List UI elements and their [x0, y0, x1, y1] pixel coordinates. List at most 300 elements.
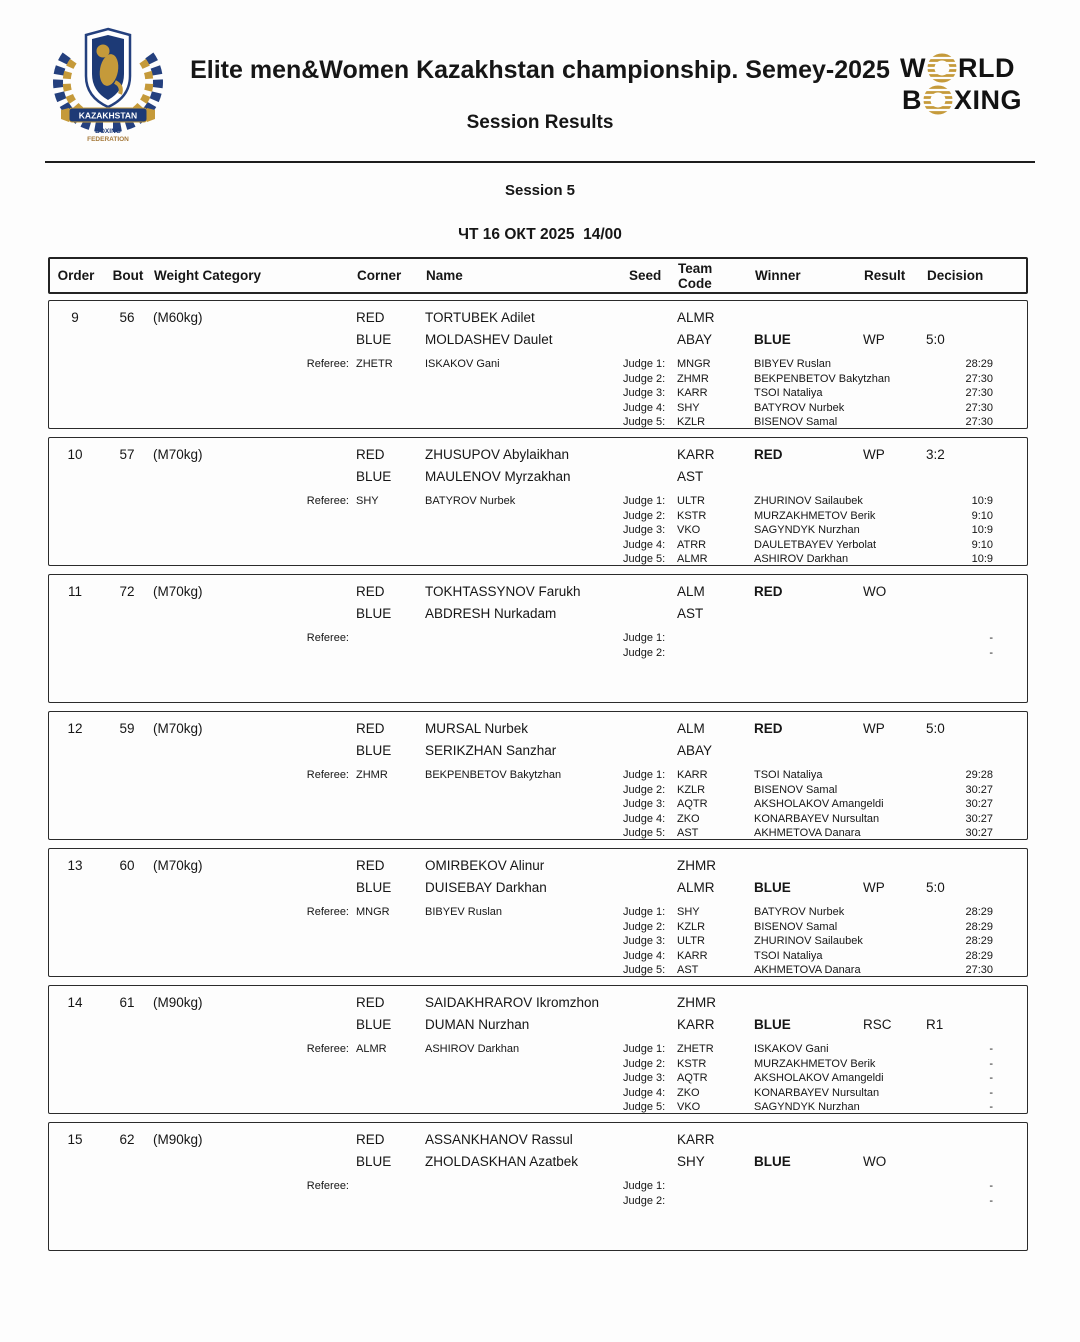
order-value: 12 — [67, 721, 83, 736]
judge-code: SHY — [677, 401, 700, 414]
judge-score: - — [989, 1180, 993, 1192]
judge-score: - — [989, 1072, 993, 1084]
judge-score: 9:10 — [971, 509, 993, 522]
bout-card — [48, 848, 1028, 977]
judge-code — [677, 1179, 754, 1194]
judge-label: Judge 1: — [623, 358, 666, 370]
bout-card — [48, 711, 1028, 840]
judge-name: SAGYNDYK Nurzhan — [754, 524, 860, 536]
boxer-name-red: ASSANKHANOV Rassul — [425, 1132, 573, 1147]
corner-label-blue: BLUE — [356, 880, 392, 895]
bout-card — [48, 985, 1028, 1114]
blue-corner-row — [49, 466, 1027, 488]
judge-label: Judge 1: — [623, 1043, 666, 1055]
winner-value: RED — [754, 584, 783, 599]
judge-code: ZHMR — [677, 372, 709, 385]
referee-judge-row — [49, 494, 1027, 509]
judge-label: Judge 3: — [623, 1072, 666, 1084]
judge-row — [49, 963, 1027, 978]
boxer-name-blue: ABDRESH Nurkadam — [425, 606, 557, 621]
referee-code: ZHMR — [356, 769, 388, 781]
judge-code — [677, 631, 754, 646]
winner-value: BLUE — [754, 332, 791, 347]
judge-code — [677, 646, 754, 661]
team-code-red: KARR — [677, 447, 715, 462]
corner-label-blue: BLUE — [356, 606, 392, 621]
weight-category: (M90kg) — [153, 995, 203, 1010]
judge-code: KSTR — [677, 1057, 707, 1070]
referee-judge-row — [49, 1179, 1027, 1194]
referee-label: Referee: — [306, 1180, 349, 1192]
result-value: WO — [863, 1154, 887, 1169]
bout-number: 56 — [119, 310, 135, 325]
weight-category: (M90kg) — [153, 1132, 203, 1147]
corner-label-red: RED — [356, 447, 385, 462]
judge-label: Judge 4: — [623, 401, 666, 414]
judge-name: ZHURINOV Sailaubek — [754, 495, 863, 507]
team-code-blue: KARR — [677, 1017, 715, 1032]
judge-label: Judge 4: — [623, 949, 666, 962]
boxer-name-blue: MAULENOV Myrzakhan — [425, 469, 571, 484]
corner-label-red: RED — [356, 995, 385, 1010]
judge-name: AKSHOLAKOV Amangeldi — [754, 1072, 884, 1084]
judge-name: TSOI Nataliya — [754, 949, 823, 962]
world-boxing-line2 — [902, 84, 1022, 116]
boxer-name-red: OMIRBEKOV Alinur — [425, 858, 545, 873]
corner-label-blue: BLUE — [356, 469, 392, 484]
judge-row — [49, 386, 1027, 401]
judge-code: KARR — [677, 949, 708, 962]
judge-row — [49, 538, 1027, 553]
judge-label: Judge 3: — [623, 524, 666, 536]
bout-number: 59 — [119, 721, 135, 736]
judge-label: Judge 4: — [623, 538, 666, 551]
judge-row — [49, 812, 1027, 827]
judge-code: SHY — [677, 906, 700, 918]
referee-judge-row — [49, 1042, 1027, 1057]
table-header-row — [48, 257, 1028, 294]
result-value: WO — [863, 584, 887, 599]
corner-label-red: RED — [356, 721, 385, 736]
col-name: Name — [426, 268, 463, 283]
wb-letters-xing: XING — [953, 85, 1022, 115]
corner-label-red: RED — [356, 1132, 385, 1147]
wb-letter-b: B — [901, 85, 922, 115]
judge-score: 28:29 — [965, 920, 993, 933]
result-value: WP — [863, 880, 885, 895]
judge-score: 27:30 — [965, 387, 993, 399]
bout-number: 62 — [119, 1132, 135, 1147]
judge-row — [49, 1086, 1027, 1101]
judge-row — [49, 949, 1027, 964]
boxer-name-blue: DUMAN Nurzhan — [425, 1017, 530, 1032]
judge-code: KARR — [677, 387, 708, 399]
bout-number: 60 — [119, 858, 135, 873]
kbf-logo-graphic — [52, 24, 164, 152]
referee-code: SHY — [356, 495, 379, 507]
session-datetime: ЧТ 16 ОКТ 2025 14/00 — [458, 226, 622, 243]
winner-value: BLUE — [754, 1154, 791, 1169]
results-table — [48, 257, 1028, 1259]
order-value: 13 — [67, 858, 83, 873]
bout-number: 57 — [119, 447, 135, 462]
judge-row — [49, 1057, 1027, 1072]
col-bout: Bout — [112, 268, 144, 283]
kbf-federation-text: FEDERATION — [87, 136, 129, 143]
referee-name: ASHIROV Darkhan — [425, 1043, 520, 1055]
boxer-name-red: TORTUBEK Adilet — [425, 310, 535, 325]
team-code-red: KARR — [677, 1132, 715, 1147]
blue-corner-row — [49, 603, 1027, 625]
judge-row — [49, 523, 1027, 538]
judge-score: - — [989, 1194, 993, 1207]
judge-code: ULTR — [677, 935, 705, 947]
report-subtitle: Session Results — [466, 112, 614, 133]
judge-name: ZHURINOV Sailaubek — [754, 935, 863, 947]
boxer-name-red: ZHUSUPOV Abylaikhan — [425, 447, 570, 462]
judge-label: Judge 5: — [623, 964, 666, 976]
judge-name: DAULETBAYEV Yerbolat — [754, 538, 877, 551]
boxer-name-red: SAIDAKHRAROV Ikromzhon — [425, 995, 600, 1010]
team-code-blue: ABAY — [677, 332, 713, 347]
judge-name — [754, 646, 926, 661]
judge-row — [49, 826, 1027, 841]
judge-name: KONARBAYEV Nursultan — [754, 812, 880, 825]
decision-value — [926, 1151, 993, 1173]
judge-code: VKO — [677, 1101, 701, 1113]
order-value: 10 — [67, 447, 83, 462]
winner-value: BLUE — [754, 880, 791, 895]
red-corner-row — [49, 718, 1027, 740]
judge-label: Judge 1: — [623, 769, 666, 781]
result-value: WP — [863, 332, 885, 347]
decision-value: 5:0 — [926, 721, 945, 736]
team-code-red: ALM — [677, 584, 705, 599]
red-corner-row — [49, 307, 1027, 329]
referee-name: BEKPENBETOV Bakytzhan — [425, 769, 562, 781]
judge-name: BEKPENBETOV Bakytzhan — [754, 372, 891, 385]
red-corner-row — [49, 1129, 1027, 1151]
judge-code: KSTR — [677, 509, 707, 522]
judge-label: Judge 2: — [623, 783, 666, 796]
judge-name: AKHMETOVA Danara — [754, 827, 861, 839]
corner-label-red: RED — [356, 584, 385, 599]
team-code-red: ZHMR — [677, 858, 716, 873]
bout-card — [48, 300, 1028, 429]
judge-code: KZLR — [677, 783, 706, 796]
corner-label-red: RED — [356, 310, 385, 325]
judge-name: TSOI Nataliya — [754, 769, 823, 781]
result-value: RSC — [863, 1017, 892, 1032]
order-value: 9 — [71, 310, 79, 325]
judge-row — [49, 1194, 1027, 1209]
referee-judge-row — [49, 357, 1027, 372]
kbf-boxing-text: BOXING — [95, 128, 121, 135]
judge-score: 27:30 — [965, 964, 993, 976]
team-code-red: ZHMR — [677, 995, 716, 1010]
judge-name: AKSHOLAKOV Amangeldi — [754, 798, 884, 810]
team-code-red: ALMR — [677, 310, 715, 325]
col-weight-category: Weight Category — [154, 268, 262, 283]
col-team-code: Team Code — [678, 260, 713, 291]
judge-name: ASHIROV Darkhan — [754, 553, 849, 565]
referee-code — [356, 631, 425, 646]
referee-judge-row — [49, 631, 1027, 646]
winner-value: RED — [754, 721, 783, 736]
judge-label: Judge 3: — [623, 798, 666, 810]
decision-value: R1 — [926, 1017, 944, 1032]
winner-value: RED — [754, 447, 783, 462]
judge-row — [49, 646, 1027, 661]
judge-row — [49, 1071, 1027, 1086]
col-decision: Decision — [927, 268, 984, 283]
judge-code: KARR — [677, 769, 708, 781]
referee-name: BIBYEV Ruslan — [425, 906, 503, 918]
judge-code: ATRR — [677, 538, 707, 551]
referee-label: Referee: — [306, 1043, 349, 1055]
judge-code: KZLR — [677, 920, 706, 933]
judge-code: KZLR — [677, 416, 706, 428]
blue-corner-row — [49, 1014, 1027, 1036]
blue-corner-row — [49, 329, 1027, 351]
judge-name — [754, 631, 926, 646]
judge-name: BISENOV Samal — [754, 783, 838, 796]
referee-judge-row — [49, 905, 1027, 920]
weight-category: (M70kg) — [153, 858, 203, 873]
judge-code: VKO — [677, 524, 701, 536]
judge-score: - — [989, 646, 993, 659]
judge-row — [49, 1100, 1027, 1115]
col-result: Result — [864, 268, 906, 283]
judge-code: AQTR — [677, 1072, 708, 1084]
judge-code: AST — [677, 827, 699, 839]
judge-name: BATYROV Nurbek — [754, 906, 845, 918]
boxer-name-blue: MOLDASHEV Daulet — [425, 332, 553, 347]
judge-score: - — [989, 1057, 993, 1070]
blue-corner-row — [49, 877, 1027, 899]
referee-label: Referee: — [306, 632, 349, 644]
result-value: WP — [863, 721, 885, 736]
boxer-name-blue: ZHOLDASKHAN Azatbek — [425, 1154, 579, 1169]
referee-name — [425, 1179, 623, 1194]
judge-name: SAGYNDYK Nurzhan — [754, 1101, 860, 1113]
red-corner-row — [49, 992, 1027, 1014]
judge-score: 30:27 — [965, 812, 993, 825]
judge-row — [49, 509, 1027, 524]
referee-label: Referee: — [306, 358, 349, 370]
team-code-blue: ABAY — [677, 743, 713, 758]
judge-score: 10:9 — [971, 553, 993, 565]
judge-label: Judge 2: — [623, 920, 666, 933]
weight-category: (M70kg) — [153, 447, 203, 462]
corner-label-blue: BLUE — [356, 1154, 392, 1169]
order-value: 11 — [67, 584, 82, 599]
boxer-name-blue: DUISEBAY Darkhan — [425, 880, 547, 895]
judge-score: 10:9 — [971, 524, 993, 536]
red-corner-row — [49, 444, 1027, 466]
referee-code — [356, 1179, 425, 1194]
judge-row — [49, 552, 1027, 567]
bout-card — [48, 437, 1028, 566]
referee-code: ALMR — [356, 1043, 387, 1055]
decision-value — [926, 581, 993, 603]
red-corner-row — [49, 581, 1027, 603]
team-code-blue: ALMR — [677, 880, 715, 895]
judge-name: KONARBAYEV Nursultan — [754, 1086, 880, 1099]
gold-ring-icon — [923, 84, 953, 116]
judge-code: ZKO — [677, 812, 700, 825]
referee-label: Referee: — [306, 495, 349, 507]
judge-label: Judge 2: — [623, 1194, 666, 1207]
page-title: Elite men&Women Kazakhstan championship. Semey-2025 — [190, 56, 890, 84]
col-order: Order — [57, 268, 95, 283]
judge-code: MNGR — [677, 358, 711, 370]
judge-label: Judge 2: — [623, 1057, 666, 1070]
judge-name — [754, 1194, 926, 1209]
judge-label: Judge 2: — [623, 509, 666, 522]
judge-code: ZKO — [677, 1086, 700, 1099]
order-value: 15 — [67, 1132, 83, 1147]
judge-score: 27:30 — [965, 372, 993, 385]
referee-label: Referee: — [306, 906, 349, 918]
judge-code: AQTR — [677, 798, 708, 810]
judge-row — [49, 920, 1027, 935]
judge-score: 28:29 — [965, 935, 993, 947]
judge-score: 10:9 — [971, 495, 993, 507]
judge-score: 30:27 — [965, 827, 993, 839]
judge-score: 30:27 — [965, 783, 993, 796]
team-code-blue: AST — [677, 469, 704, 484]
judge-name: BATYROV Nurbek — [754, 401, 845, 414]
winner-value: BLUE — [754, 1017, 791, 1032]
judge-score: 28:29 — [965, 949, 993, 962]
referee-name: BATYROV Nurbek — [425, 495, 516, 507]
corner-label-blue: BLUE — [356, 743, 392, 758]
referee-name — [425, 631, 623, 646]
judge-row — [49, 401, 1027, 416]
col-winner: Winner — [755, 268, 801, 283]
judge-label: Judge 3: — [623, 935, 666, 947]
bout-card — [48, 1122, 1028, 1251]
judge-name: BIBYEV Ruslan — [754, 358, 832, 370]
col-corner: Corner — [357, 268, 402, 283]
weight-category: (M70kg) — [153, 584, 203, 599]
decision-value: 3:2 — [926, 447, 945, 462]
col-seed: Seed — [629, 268, 662, 283]
judge-name: BISENOV Samal — [754, 416, 838, 428]
judge-code: ZHETR — [677, 1043, 714, 1055]
judge-code — [677, 1194, 754, 1209]
team-code-red: ALM — [677, 721, 705, 736]
decision-value: 5:0 — [926, 880, 945, 895]
judge-label: Judge 5: — [623, 553, 666, 565]
judge-label: Judge 3: — [623, 387, 666, 399]
judge-row — [49, 783, 1027, 798]
judge-score: 28:29 — [965, 906, 993, 918]
judge-label: Judge 5: — [623, 416, 666, 428]
judge-name: AKHMETOVA Danara — [754, 964, 861, 976]
blue-corner-row — [49, 1151, 1027, 1173]
session-label: Session 5 — [504, 182, 576, 199]
boxer-name-red: MURSAL Nurbek — [425, 721, 529, 736]
order-value: 14 — [67, 995, 83, 1010]
referee-label: Referee: — [306, 769, 349, 781]
result-value: WP — [863, 447, 885, 462]
judge-score: 28:29 — [965, 358, 993, 370]
bout-card — [48, 574, 1028, 703]
judge-name: TSOI Nataliya — [754, 387, 823, 399]
judge-label: Judge 2: — [623, 372, 666, 385]
bout-number: 72 — [119, 584, 135, 599]
judge-score: 9:10 — [971, 538, 993, 551]
referee-code: MNGR — [356, 906, 390, 918]
judge-label: Judge 1: — [623, 495, 666, 507]
judge-score: 27:30 — [965, 416, 993, 428]
judge-score: - — [989, 632, 993, 644]
blue-corner-row — [49, 740, 1027, 762]
wb-letters-rld: RLD — [957, 53, 1015, 83]
weight-category: (M70kg) — [153, 721, 203, 736]
judge-code: ALMR — [677, 553, 708, 565]
referee-code: ZHETR — [356, 358, 393, 370]
judge-row — [49, 372, 1027, 387]
bout-number: 61 — [119, 995, 135, 1010]
judge-code: AST — [677, 964, 699, 976]
boxer-name-red: TOKHTASSYNOV Farukh — [425, 584, 581, 599]
kazakhstan-boxing-federation-logo — [52, 24, 164, 157]
team-code-blue: AST — [677, 606, 704, 621]
judge-label: Judge 4: — [623, 1086, 666, 1099]
judge-row — [49, 415, 1027, 430]
judge-name — [754, 1179, 926, 1194]
document-header — [0, 0, 1080, 257]
header-divider — [45, 161, 1035, 163]
judge-score: - — [989, 1101, 993, 1113]
judge-name: BISENOV Samal — [754, 920, 838, 933]
judge-name: ISKAKOV Gani — [754, 1043, 829, 1055]
decision-value: 5:0 — [926, 332, 945, 347]
corner-label-blue: BLUE — [356, 1017, 392, 1032]
judge-label: Judge 5: — [623, 827, 666, 839]
referee-name: ISKAKOV Gani — [425, 358, 500, 370]
red-corner-row — [49, 855, 1027, 877]
judge-label: Judge 1: — [623, 1180, 666, 1192]
judge-row — [49, 934, 1027, 949]
judge-label: Judge 1: — [623, 906, 666, 918]
team-code-blue: SHY — [677, 1154, 705, 1169]
corner-label-red: RED — [356, 858, 385, 873]
judge-score: 27:30 — [965, 401, 993, 414]
corner-label-blue: BLUE — [356, 332, 392, 347]
judge-label: Judge 1: — [623, 632, 666, 644]
judge-code: ULTR — [677, 495, 705, 507]
judge-score: 29:28 — [965, 769, 993, 781]
judge-label: Judge 2: — [623, 646, 666, 659]
wb-letter-w: W — [899, 53, 926, 83]
judge-label: Judge 5: — [623, 1101, 666, 1113]
kbf-banner-text: KAZAKHSTAN — [78, 110, 138, 121]
judge-score: - — [989, 1043, 993, 1055]
referee-judge-row — [49, 768, 1027, 783]
judge-label: Judge 4: — [623, 812, 666, 825]
judge-row — [49, 797, 1027, 812]
judge-name: MURZAKHMETOV Berik — [754, 1057, 876, 1070]
judge-name: MURZAKHMETOV Berik — [754, 509, 876, 522]
boxer-name-blue: SERIKZHAN Sanzhar — [425, 743, 557, 758]
judge-score: - — [989, 1086, 993, 1099]
judge-score: 30:27 — [965, 798, 993, 810]
weight-category: (M60kg) — [153, 310, 203, 325]
